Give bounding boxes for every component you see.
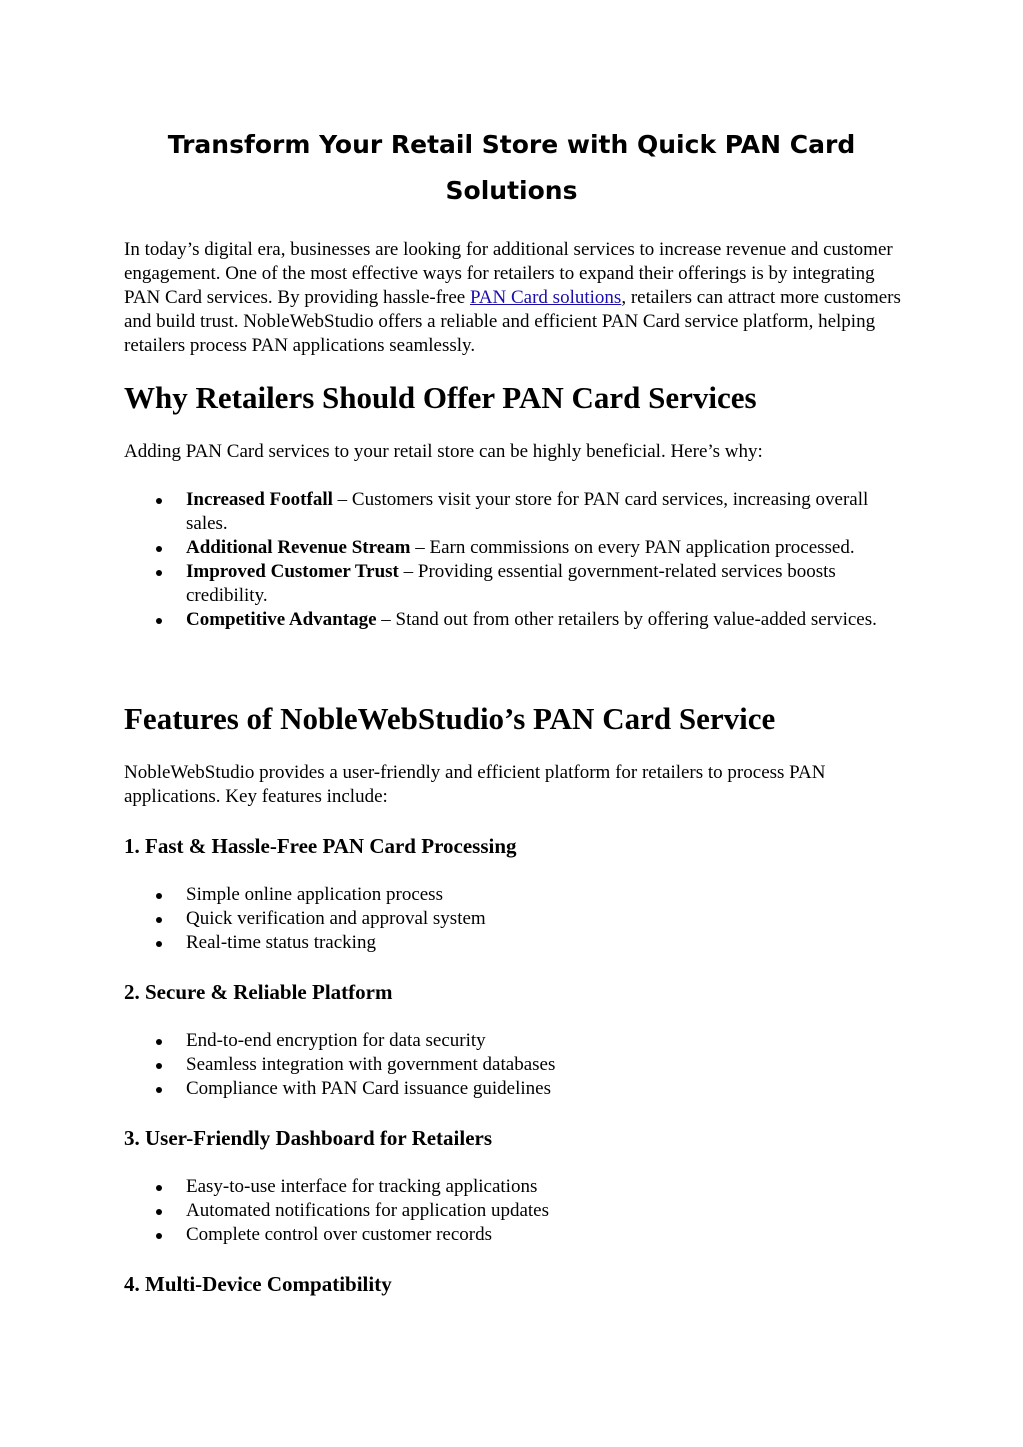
list-item (124, 907, 904, 931)
feature-section-3-list (124, 1175, 904, 1247)
feature-section-1-list (124, 883, 904, 955)
list-item-text: Real-time status tracking (186, 932, 376, 953)
list-item-text: Easy-to-use interface for tracking applications (186, 1176, 538, 1197)
features-lead: NobleWebStudio provides a user-friendly and efficient platform for retailers to process PAN applications. Key features include: (124, 762, 826, 807)
intro-text-after: , retailers can attract more customers and build trust. NobleWebStudio offers a reliable and efficient PAN Card service platform, helping retailers process PAN applications seamlessly. (124, 287, 901, 356)
bullet-icon (156, 917, 162, 923)
feature-section-4-heading: 4. Multi-Device Compatibility (124, 1272, 392, 1296)
list-item-term: Competitive Advantage (186, 609, 377, 630)
bullet-icon (156, 941, 162, 947)
list-item-text: Automated notifications for application updates (186, 1200, 550, 1221)
list-item-desc: – Earn commissions on every PAN application processed. (410, 537, 855, 558)
pan-card-solutions-link[interactable]: PAN Card solutions (469, 287, 622, 308)
list-item (124, 1053, 904, 1077)
features-heading: Features of NobleWebStudio’s PAN Card Service (124, 701, 776, 736)
list-item (124, 608, 904, 632)
intro-paragraph (124, 238, 904, 358)
list-item-desc: – Stand out from other retailers by offering value-added services. (376, 609, 877, 630)
feature-section-2-heading: 2. Secure & Reliable Platform (124, 980, 393, 1004)
list-item-term: Increased Footfall (186, 489, 333, 510)
list-item-term: Additional Revenue Stream (186, 537, 411, 558)
list-item (124, 560, 904, 608)
why-list (124, 488, 904, 632)
bullet-icon (156, 546, 162, 552)
bullet-icon (156, 1039, 162, 1045)
list-item (124, 536, 904, 560)
feature-section-1-heading: 1. Fast & Hassle-Free PAN Card Processing (124, 834, 517, 858)
list-item (124, 1077, 904, 1101)
bullet-icon (156, 618, 162, 624)
why-lead: Adding PAN Card services to your retail store can be highly beneficial. Here’s why: (124, 441, 763, 462)
bullet-icon (156, 1063, 162, 1069)
list-item (124, 488, 904, 536)
feature-section-2-list (124, 1029, 904, 1101)
bullet-icon (156, 1087, 162, 1093)
list-item (124, 1199, 904, 1223)
list-item-desc: – Customers visit your store for PAN card services, increasing overall sales. (186, 489, 869, 534)
list-item (124, 1175, 904, 1199)
bullet-icon (156, 893, 162, 899)
list-item-text: End-to-end encryption for data security (186, 1030, 486, 1051)
list-item-text: Simple online application process (186, 884, 443, 905)
list-item-text: Quick verification and approval system (186, 908, 486, 929)
bullet-icon (156, 498, 162, 504)
page-title: Transform Your Retail Store with Quick PAN Card Solutions (167, 130, 856, 205)
list-item-text: Compliance with PAN Card issuance guidelines (186, 1078, 551, 1099)
list-item-desc: – Providing essential government-related services boosts credibility. (186, 561, 836, 606)
bullet-icon (156, 1233, 162, 1239)
bullet-icon (156, 1185, 162, 1191)
list-item (124, 883, 904, 907)
list-item-term: Improved Customer Trust (186, 561, 399, 582)
list-item (124, 931, 904, 955)
why-heading: Why Retailers Should Offer PAN Card Services (124, 380, 757, 415)
feature-section-3-heading: 3. User-Friendly Dashboard for Retailers (124, 1126, 493, 1150)
intro-text-before: In today’s digital era, businesses are looking for additional services to increase revenue and customer engagement. One of the most effective ways for retailers to expand their offerings is by integrating PAN Card services. By providing hassle-free (124, 239, 893, 308)
list-item (124, 1223, 904, 1247)
bullet-icon (156, 1209, 162, 1215)
list-item-text: Complete control over customer records (186, 1224, 493, 1245)
list-item-text: Seamless integration with government databases (186, 1054, 556, 1075)
bullet-icon (156, 570, 162, 576)
list-item (124, 1029, 904, 1053)
